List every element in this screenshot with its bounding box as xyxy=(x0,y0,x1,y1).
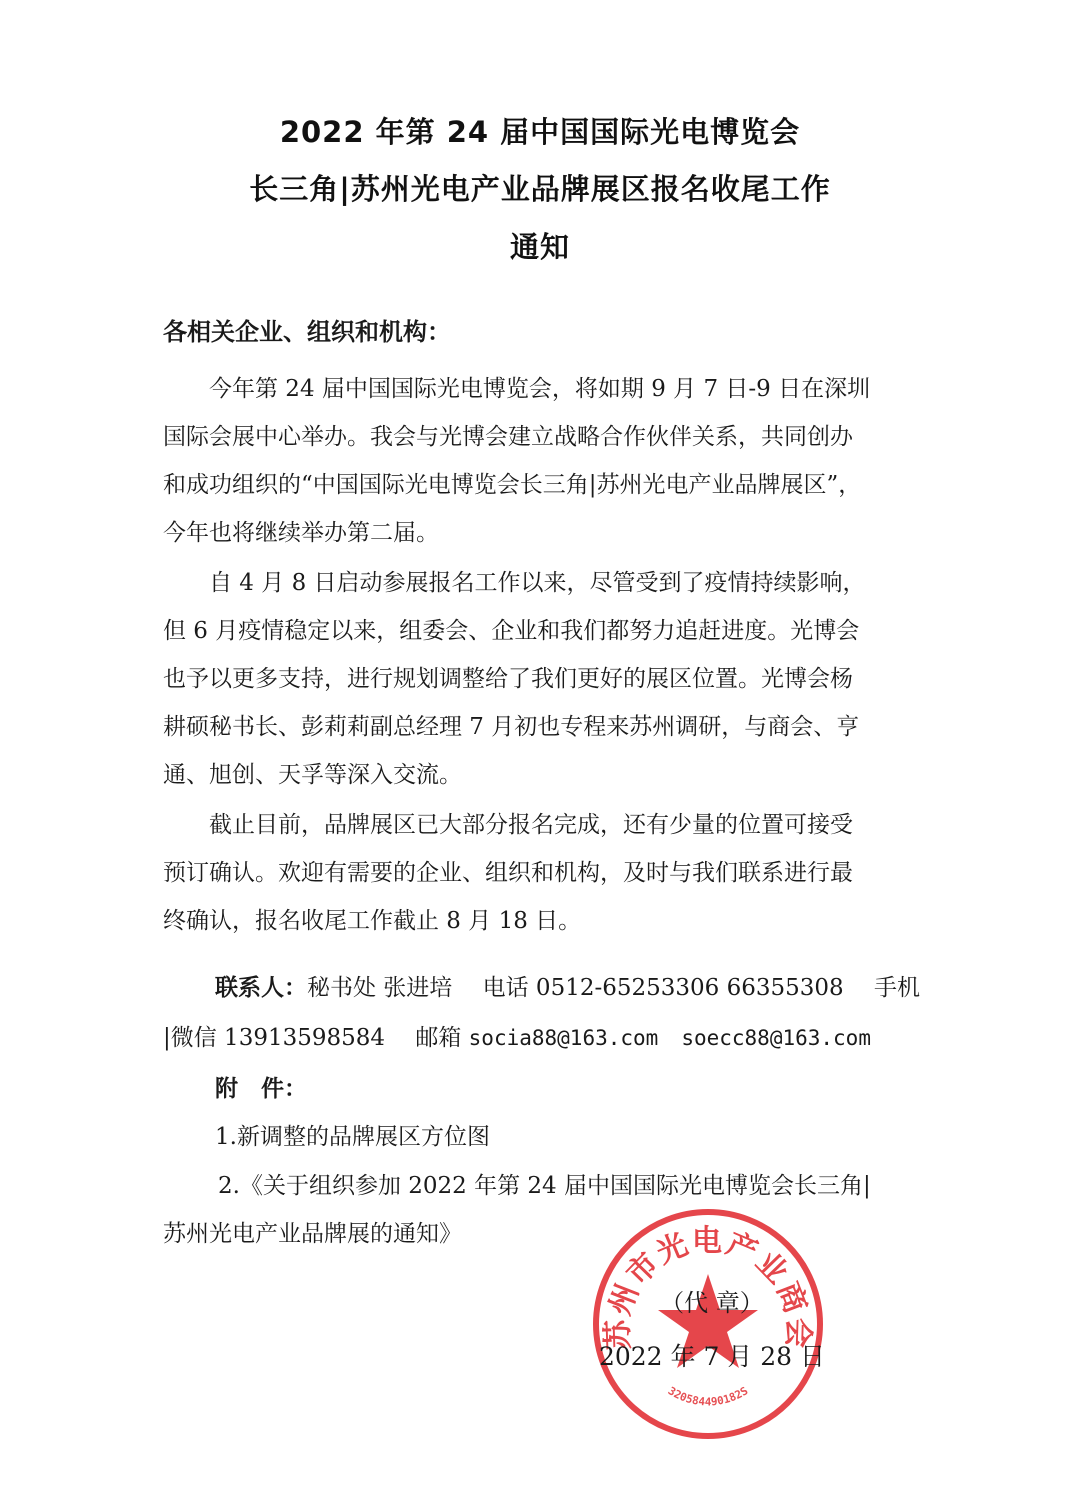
paragraph-line: 国际会展中心举办。我会与光博会建立战略合作伙伴关系，共同创办 xyxy=(163,424,853,450)
paragraph-line: 今年也将继续举办第二届。 xyxy=(163,520,439,546)
attachments-label: 附 件： xyxy=(215,1076,307,1102)
document-title-line-1: 2022 年第 24 届中国国际光电博览会 xyxy=(279,115,801,149)
issue-date: 2022 年 7 月 28 日 xyxy=(598,1342,826,1371)
document-title-line-3: 通知 xyxy=(509,230,570,264)
paragraph-line: 和成功组织的“中国国际光电博览会长三角|苏州光电产业品牌展区”， xyxy=(163,472,862,498)
paragraph-line: 也予以更多支持，进行规划调整给了我们更好的展区位置。光博会杨 xyxy=(163,666,853,692)
paragraph-2 xyxy=(163,559,923,799)
attachment-item-1 xyxy=(163,1113,923,1161)
paragraph-1 xyxy=(163,365,923,557)
contact-line-1 xyxy=(163,963,923,1013)
seal-text: 苏州市光电产业商会 xyxy=(600,1224,816,1351)
attachment-line: 苏州光电产业品牌展的通知》 xyxy=(163,1221,462,1247)
contact-wechat: |微信 13913598584 邮箱 xyxy=(163,1025,469,1051)
paragraph-line: 自 4 月 8 日启动参展报名工作以来，尽管受到了疫情持续影响， xyxy=(163,570,866,596)
seal-code: 320584490182S xyxy=(665,1384,751,1409)
signature-block xyxy=(592,1276,832,1384)
contact-details: 秘书处 张进培 电话 0512-65253306 66355308 手机 xyxy=(307,975,920,1001)
document-title-line-2: 长三角|苏州光电产业品牌展区报名收尾工作 xyxy=(249,172,831,206)
attachment-line: 1.新调整的品牌展区方位图 xyxy=(215,1124,490,1150)
attachment-line: 2.《关于组织参加 2022 年第 24 届中国国际光电博览会长三角| xyxy=(195,1173,871,1199)
paragraph-line: 通、旭创、天孚等深入交流。 xyxy=(163,762,462,788)
paragraph-line: 预订确认。欢迎有需要的企业、组织和机构，及时与我们联系进行最 xyxy=(163,860,853,886)
contact-label: 联系人： xyxy=(215,975,307,1001)
paragraph-line: 耕硕秘书长、彭莉莉副总经理 7 月初也专程来苏州调研，与商会、亨 xyxy=(163,714,860,740)
paragraph-line: 但 6 月疫情稳定以来，组委会、企业和我们都努力追赶进度。光博会 xyxy=(163,618,860,644)
paragraph-3 xyxy=(163,801,923,945)
stamp-note: （代 章） xyxy=(660,1289,764,1317)
paragraph-line: 截止目前，品牌展区已大部分报名完成，还有少量的位置可接受 xyxy=(163,812,853,838)
contact-line-2 xyxy=(163,1013,923,1063)
salutation: 各相关企业、组织和机构： xyxy=(163,318,451,346)
email-link-2[interactable]: soecc88@163.com xyxy=(681,1026,871,1050)
paragraph-line: 今年第 24 届中国国际光电博览会，将如期 9 月 7 日-9 日在深圳 xyxy=(163,376,871,402)
paragraph-line: 终确认，报名收尾工作截止 8 月 18 日。 xyxy=(163,908,582,934)
contact-info xyxy=(163,963,923,1063)
email-link-1[interactable]: socia88@163.com xyxy=(468,1026,659,1050)
